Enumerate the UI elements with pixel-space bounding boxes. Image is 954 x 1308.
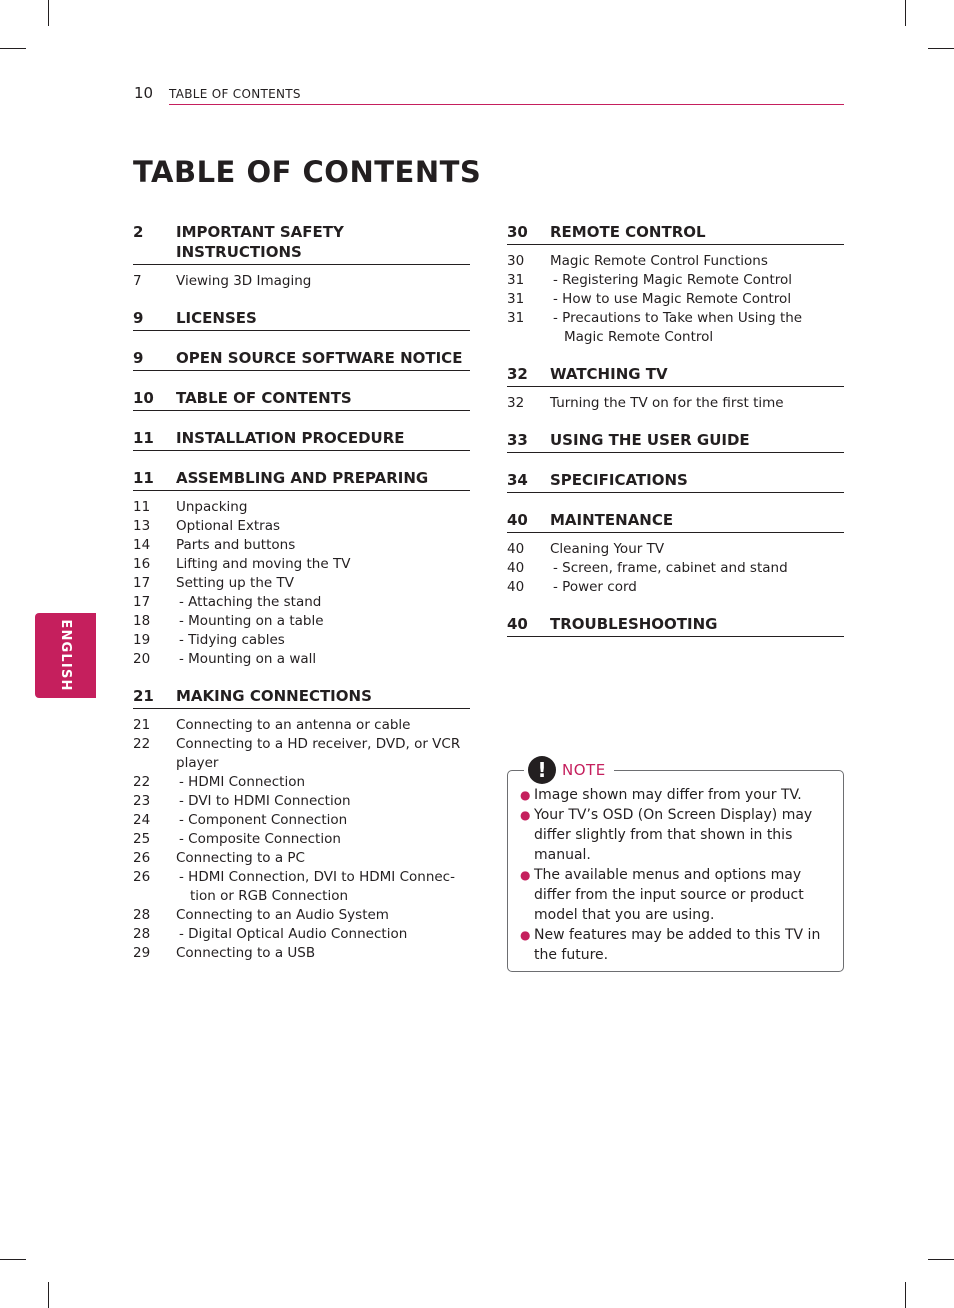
toc-entry-page: 21 xyxy=(133,717,151,733)
toc-entry-page: 31 xyxy=(507,272,525,288)
toc-entry-text: Magic Remote Control Functions xyxy=(550,253,768,269)
exclamation-icon: ! xyxy=(528,756,556,784)
toc-section-heading xyxy=(133,222,470,265)
toc-entry-page: 7 xyxy=(133,273,142,289)
toc-section-page: 30 xyxy=(507,223,528,241)
bullet-icon: ● xyxy=(520,868,531,882)
toc-section-heading xyxy=(133,428,470,451)
toc-section-heading xyxy=(507,470,844,493)
toc-entry-page: 23 xyxy=(133,793,151,809)
page-number: 10 xyxy=(134,84,154,102)
toc-entry xyxy=(507,540,844,559)
toc-entry-page: 32 xyxy=(507,395,525,411)
toc-section-title: IMPORTANT SAFETY INSTRUCTIONS xyxy=(176,223,344,261)
toc-section xyxy=(133,428,470,451)
toc-section-title: MAKING CONNECTIONS xyxy=(176,687,372,705)
toc-section xyxy=(507,222,844,347)
toc-entry-text: - How to use Magic Remote Control xyxy=(553,291,792,307)
toc-section-page: 21 xyxy=(133,687,154,705)
toc-section-heading xyxy=(507,614,844,637)
toc-section-heading xyxy=(507,510,844,533)
toc-entry xyxy=(133,792,470,811)
toc-section-title: ASSEMBLING AND PREPARING xyxy=(176,469,429,487)
toc-entry xyxy=(133,536,470,555)
note-item-text: Image shown may differ from your TV. xyxy=(534,787,802,803)
toc-entry xyxy=(133,849,470,868)
toc-entry-text: Lifting and moving the TV xyxy=(176,556,351,572)
toc-entry xyxy=(133,906,470,925)
toc-entry xyxy=(133,944,470,963)
toc-section-page: 40 xyxy=(507,615,528,633)
toc-section xyxy=(133,468,470,669)
note-header xyxy=(524,756,614,784)
toc-entry-text: Cleaning Your TV xyxy=(550,541,665,557)
toc-entry-text: - Mounting on a table xyxy=(179,613,324,629)
toc-section-page: 9 xyxy=(133,349,144,367)
toc-entry xyxy=(133,593,470,612)
toc-section xyxy=(507,510,844,597)
language-tab-label: ENGLISH xyxy=(58,619,73,692)
note-item-text: The available menus and options may differ from the input source or product model that you are using. xyxy=(534,867,804,923)
toc-entry-page: 40 xyxy=(507,579,525,595)
toc-entry-text: - Precautions to Take when Using the Magic Remote Control xyxy=(553,310,803,345)
toc-entry-page: 40 xyxy=(507,541,525,557)
toc-entry xyxy=(133,735,470,773)
toc-entry-page: 11 xyxy=(133,499,151,515)
toc-section-heading xyxy=(507,222,844,245)
toc-entry xyxy=(507,309,844,347)
toc-section-heading xyxy=(507,364,844,387)
crop-mark xyxy=(928,48,954,49)
crop-mark xyxy=(0,48,26,49)
toc-entry-page: 16 xyxy=(133,556,151,572)
toc-entry xyxy=(133,830,470,849)
toc-section-title: TROUBLESHOOTING xyxy=(550,615,718,633)
toc-section-heading xyxy=(133,388,470,411)
toc-entry-text: Connecting to a USB xyxy=(176,945,316,961)
toc-section-heading xyxy=(133,468,470,491)
toc-entry-text: - Power cord xyxy=(553,579,637,595)
toc-section-title: OPEN SOURCE SOFTWARE NOTICE xyxy=(176,349,463,367)
toc-entry-text: - Attaching the stand xyxy=(179,594,322,610)
note-list xyxy=(508,771,843,965)
toc-entry-text: Connecting to a PC xyxy=(176,850,305,866)
toc-section xyxy=(133,388,470,411)
toc-entry-page: 18 xyxy=(133,613,151,629)
toc-entry-text: - Screen, frame, cabinet and stand xyxy=(553,560,788,576)
toc-entry xyxy=(507,559,844,578)
toc-entry xyxy=(133,716,470,735)
toc-entry-page: 31 xyxy=(507,310,525,326)
toc-entry-text: Connecting to an Audio System xyxy=(176,907,389,923)
toc-section-title: MAINTENANCE xyxy=(550,511,674,529)
toc-section-title: USING THE USER GUIDE xyxy=(550,431,750,449)
toc-entry xyxy=(133,498,470,517)
toc-entry-text: - HDMI Connection, DVI to HDMI Connec-tion or RGB Connection xyxy=(179,869,455,904)
page-title: TABLE OF CONTENTS xyxy=(133,155,482,189)
toc-entry-text: - HDMI Connection xyxy=(179,774,306,790)
toc-entry-page: 31 xyxy=(507,291,525,307)
toc-entry xyxy=(133,517,470,536)
toc-entry-text: Turning the TV on for the first time xyxy=(550,395,784,411)
toc-entry-text: Unpacking xyxy=(176,499,248,515)
toc-entry xyxy=(133,631,470,650)
toc-entry-page: 26 xyxy=(133,850,151,866)
toc-entry-page: 17 xyxy=(133,575,151,591)
toc-entry xyxy=(133,650,470,669)
toc-section xyxy=(133,686,470,963)
toc-entry-page: 17 xyxy=(133,594,151,610)
toc-section-heading xyxy=(507,430,844,453)
toc-entry-page: 22 xyxy=(133,736,151,752)
toc-section-page: 34 xyxy=(507,471,528,489)
bullet-icon: ● xyxy=(520,928,531,942)
toc-section-page: 33 xyxy=(507,431,528,449)
toc-section-page: 40 xyxy=(507,511,528,529)
toc-section-title: LICENSES xyxy=(176,309,257,327)
toc-section xyxy=(507,470,844,493)
toc-entry-page: 14 xyxy=(133,537,151,553)
note-item xyxy=(520,785,831,805)
bullet-icon: ● xyxy=(520,788,531,802)
toc-section xyxy=(507,430,844,453)
toc-section-heading xyxy=(133,308,470,331)
toc-entry-page: 30 xyxy=(507,253,525,269)
toc-section-title: TABLE OF CONTENTS xyxy=(176,389,352,407)
toc-right-column xyxy=(507,222,844,654)
crop-mark xyxy=(905,1282,906,1308)
toc-entry-text: - Registering Magic Remote Control xyxy=(553,272,793,288)
toc-section-page: 11 xyxy=(133,469,154,487)
toc-section-heading xyxy=(133,686,470,709)
toc-section-page: 9 xyxy=(133,309,144,327)
toc-entry-text: - Mounting on a wall xyxy=(179,651,317,667)
toc-section-title: SPECIFICATIONS xyxy=(550,471,688,489)
toc-entry-text: - Digital Optical Audio Connection xyxy=(179,926,408,942)
toc-entry xyxy=(133,555,470,574)
toc-section xyxy=(133,348,470,371)
toc-section-page: 11 xyxy=(133,429,154,447)
toc-entry-text: Parts and buttons xyxy=(176,537,296,553)
page-header xyxy=(134,84,844,106)
toc-entry xyxy=(133,773,470,792)
note-item-text: Your TV’s OSD (On Screen Display) may differ slightly from that shown in this manual. xyxy=(534,807,813,863)
toc-entry xyxy=(507,252,844,271)
toc-entry-page: 28 xyxy=(133,926,151,942)
toc-entry xyxy=(133,574,470,593)
toc-entry-page: 29 xyxy=(133,945,151,961)
header-rule xyxy=(169,104,844,105)
toc-section-heading xyxy=(133,348,470,371)
toc-entry-page: 22 xyxy=(133,774,151,790)
toc-entry xyxy=(133,925,470,944)
toc-section xyxy=(507,364,844,413)
header-section-title: TABLE OF CONTENTS xyxy=(169,87,301,101)
toc-left-column xyxy=(133,222,470,980)
note-item xyxy=(520,925,831,965)
toc-entry xyxy=(507,290,844,309)
note-item-text: New features may be added to this TV in the future. xyxy=(534,927,821,963)
toc-entry-page: 28 xyxy=(133,907,151,923)
toc-entry-text: - Composite Connection xyxy=(179,831,341,847)
toc-entry-text: Connecting to an antenna or cable xyxy=(176,717,411,733)
toc-entry-text: Optional Extras xyxy=(176,518,281,534)
note-item xyxy=(520,805,831,865)
toc-entry xyxy=(133,272,470,291)
toc-entry-text: - DVI to HDMI Connection xyxy=(179,793,351,809)
toc-entry-page: 26 xyxy=(133,869,151,885)
toc-entry xyxy=(133,612,470,631)
toc-entry xyxy=(507,578,844,597)
toc-section-page: 10 xyxy=(133,389,154,407)
toc-section-title: INSTALLATION PROCEDURE xyxy=(176,429,405,447)
toc-entry xyxy=(133,811,470,830)
toc-entry-page: 13 xyxy=(133,518,151,534)
crop-mark xyxy=(48,0,49,26)
toc-entry-text: - Component Connection xyxy=(179,812,348,828)
toc-entry-text: Setting up the TV xyxy=(176,575,294,591)
bullet-icon: ● xyxy=(520,808,531,822)
toc-entry-text: - Tidying cables xyxy=(179,632,285,648)
note-item xyxy=(520,865,831,925)
toc-entry-page: 40 xyxy=(507,560,525,576)
toc-section-page: 32 xyxy=(507,365,528,383)
crop-mark xyxy=(48,1282,49,1308)
language-tab xyxy=(35,613,96,698)
note-box xyxy=(507,758,844,972)
toc-entry-text: Viewing 3D Imaging xyxy=(176,273,312,289)
toc-section-title: REMOTE CONTROL xyxy=(550,223,706,241)
toc-entry-page: 19 xyxy=(133,632,151,648)
toc-entry xyxy=(507,394,844,413)
toc-entry xyxy=(507,271,844,290)
toc-section xyxy=(133,222,470,291)
toc-entry-page: 20 xyxy=(133,651,151,667)
crop-mark xyxy=(0,1259,26,1260)
toc-section-title: WATCHING TV xyxy=(550,365,668,383)
toc-section xyxy=(133,308,470,331)
crop-mark xyxy=(905,0,906,26)
toc-section xyxy=(507,614,844,637)
toc-section-page: 2 xyxy=(133,223,144,241)
toc-entry-page: 25 xyxy=(133,831,151,847)
toc-entry-text: Connecting to a HD receiver, DVD, or VCR player xyxy=(176,736,461,771)
note-label: NOTE xyxy=(562,761,606,779)
crop-mark xyxy=(928,1259,954,1260)
toc-entry xyxy=(133,868,470,906)
toc-entry-page: 24 xyxy=(133,812,151,828)
